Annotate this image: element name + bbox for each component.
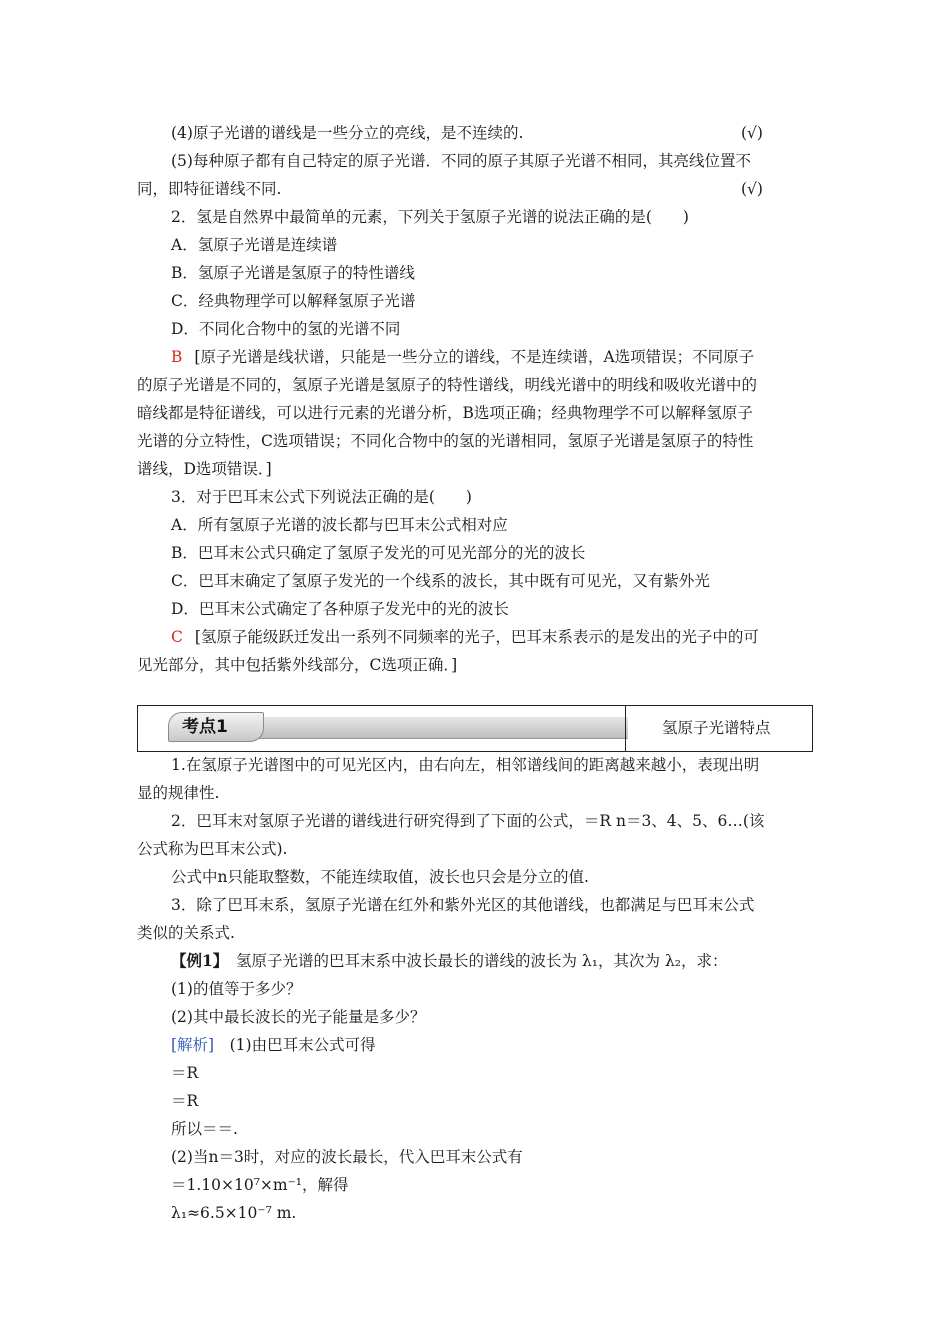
question-2-analysis-line4: 光谱的分立特性，C选项错误；不同化合物中的氢的光谱相同，氢原子光谱是氢原子的特性 (137, 432, 754, 450)
review-item-4: (4)原子光谱的谱线是一些分立的亮线，是不连续的. (171, 124, 524, 142)
question-2-analysis-line3: 暗线都是特征谱线，可以进行元素的光谱分析，B选项正确；经典物理学不可以解释氢原子 (137, 404, 753, 422)
question-3-option-c: C．巴耳末确定了氢原子发光的一个线系的波长，其中既有可见光，又有紫外光 (171, 572, 710, 590)
question-2-analysis-line2: 的原子光谱是不同的，氢原子光谱是氢原子的特性谱线，明线光谱中的明线和吸收光谱中的 (137, 376, 758, 394)
example-1-stem (171, 951, 727, 971)
question-2-analysis-text: [原子光谱是线状谱，只能是一些分立的谱线，不是连续谱，A选项错误；不同原子 (194, 348, 755, 366)
analysis-tag: [解析] (171, 1036, 215, 1054)
example-1-question-1: (1)的值等于多少？ (171, 980, 302, 998)
review-item-4-mark: (√) (741, 124, 763, 142)
kaodian-header (137, 705, 813, 752)
example-1-question-2: (2)其中最长波长的光子能量是多少？ (171, 1008, 426, 1026)
point-1-line1: 1.在氢原子光谱图中的可见光区内，由右向左，相邻谱线间的距离越来越小，表现出明 (171, 756, 760, 774)
question-3-stem: 3．对于巴耳末公式下列说法正确的是( ) (171, 488, 472, 506)
example-1-analysis-line4: 所以＝＝. (171, 1120, 238, 1138)
example-1-analysis-line6: ＝1.10×10⁷×m⁻¹，解得 (171, 1176, 349, 1194)
kaodian-label: 考点1 (182, 717, 228, 737)
point-3-line2: 类似的关系式. (137, 924, 235, 942)
example-1-analysis-line1 (171, 1035, 376, 1055)
review-item-5-mark: (√) (741, 180, 763, 198)
kaodian-title: 氢原子光谱特点 (662, 719, 771, 737)
example-1-analysis-line3: ＝R (171, 1092, 199, 1110)
example-1-analysis-line2: ＝R (171, 1064, 199, 1082)
point-1-line2: 显的规律性. (137, 784, 220, 802)
review-item-5-line1: (5)每种原子都有自己特定的原子光谱．不同的原子其原子光谱不相同，其亮线位置不 (171, 152, 751, 170)
review-item-5-line2: 同，即特征谱线不同. (137, 180, 282, 198)
question-3-analysis-text: [氢原子能级跃迁发出一系列不同频率的光子，巴耳末系表示的是发出的光子中的可 (194, 628, 759, 646)
example-1-text: 氢原子光谱的巴耳末系中波长最长的谱线的波长为 λ₁，其次为 λ₂，求： (220, 952, 728, 970)
question-3-option-b: B．巴耳末公式只确定了氢原子发光的可见光部分的光的波长 (171, 544, 586, 562)
question-2-option-b: B．氢原子光谱是氢原子的特性谱线 (171, 264, 415, 282)
question-3-analysis-line2: 见光部分，其中包括紫外线部分，C选项正确．] (137, 656, 458, 674)
question-2-analysis-line1 (171, 347, 754, 367)
question-2-answer: B (171, 348, 183, 366)
example-1-analysis-line5: (2)当n＝3时，对应的波长最长，代入巴耳末公式有 (171, 1148, 523, 1166)
question-2-option-a: A．氢原子光谱是连续谱 (171, 236, 338, 254)
example-1-tag: 【例1】 (171, 951, 221, 970)
analysis-first-text: (1)由巴耳末公式可得 (214, 1036, 376, 1054)
question-3-option-d: D．巴耳末公式确定了各种原子发光中的光的波长 (171, 600, 509, 618)
point-2-line1: 2．巴耳末对氢原子光谱的谱线进行研究得到了下面的公式，＝R n＝3、4、5、6…(该 (171, 812, 765, 830)
question-3-analysis-line1 (171, 627, 759, 647)
question-2-analysis-line5: 谱线，D选项错误．] (137, 460, 272, 478)
point-2-line3: 公式中n只能取整数，不能连续取值，波长也只会是分立的值. (171, 868, 589, 886)
point-3-line1: 3．除了巴耳末系，氢原子光谱在红外和紫外光区的其他谱线，也都满足与巴耳末公式 (171, 896, 755, 914)
question-3-option-a: A．所有氢原子光谱的波长都与巴耳末公式相对应 (171, 516, 508, 534)
kaodian-divider (625, 706, 626, 751)
question-3-answer: C (171, 628, 183, 646)
point-2-line2: 公式称为巴耳末公式). (137, 840, 288, 858)
question-2-option-c: C．经典物理学可以解释氢原子光谱 (171, 292, 416, 310)
question-2-option-d: D．不同化合物中的氢的光谱不同 (171, 320, 401, 338)
question-2-stem: 2．氢是自然界中最简单的元素，下列关于氢原子光谱的说法正确的是( ) (171, 208, 689, 226)
example-1-analysis-line7: λ₁≈6.5×10⁻⁷ m. (171, 1204, 297, 1222)
